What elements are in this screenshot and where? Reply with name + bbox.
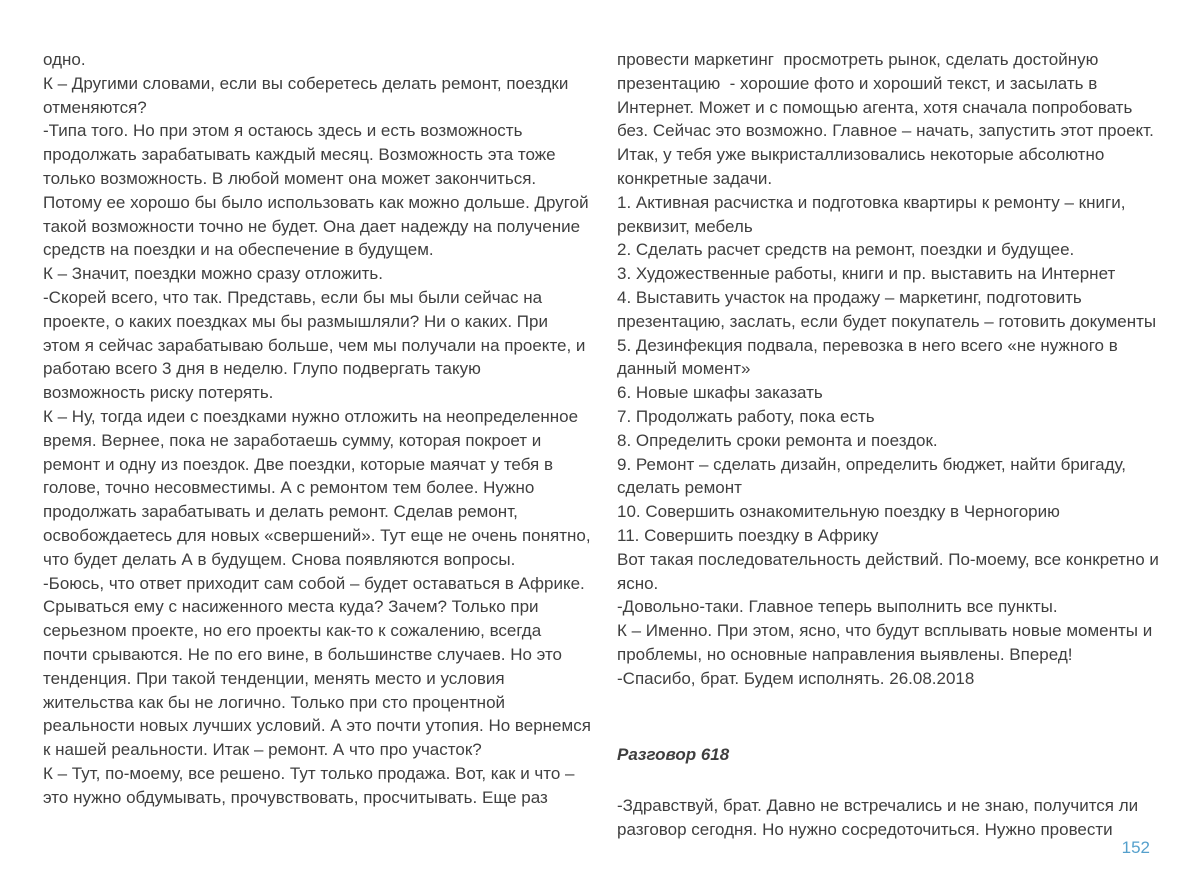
- text-line: Интернет. Может и с помощью агента, хотя сначала попробовать: [617, 97, 1133, 117]
- text-line: -Боюсь, что ответ приходит сам собой – будет оставаться в Африке.: [43, 573, 585, 593]
- text-line: одно.: [43, 50, 86, 69]
- text-line: проблемы, но основные направления выявлены. Вперед!: [617, 644, 1073, 664]
- text-line: 8. Определить сроки ремонта и поездок.: [617, 430, 938, 450]
- page-number: 152: [1121, 838, 1150, 857]
- text-line: 10. Совершить ознакомительную поездку в Черногорию: [617, 502, 1060, 522]
- text-line: 4. Выставить участок на продажу – маркетинг, подготовить: [617, 287, 1082, 307]
- text-line: продолжать зарабатывать и делать ремонт. Сделав ремонт,: [43, 502, 518, 522]
- text-line: К – Ну, тогда идеи с поездками нужно отложить на неопределенное: [43, 406, 579, 426]
- text-line: только возможность. В любой момент она может закончиться.: [43, 168, 537, 188]
- text-line: жительства как бы не логично. Только при сто процентной: [43, 692, 506, 712]
- text-line: средств на поездки и на обеспечение в будущем.: [43, 240, 434, 260]
- text-line: конкретные задачи.: [617, 168, 773, 188]
- text-line: 11. Совершить поездку в Африку: [617, 525, 879, 545]
- right-column-top-block: [617, 48, 1160, 691]
- text-line: 2. Сделать расчет средств на ремонт, поездки и будущее.: [617, 240, 1075, 260]
- text-line: -Спасибо, брат. Будем исполнять. 26.08.2018: [617, 668, 975, 688]
- text-line: реальности новых лучших условий. А это почти утопия. Но вернемся: [43, 716, 591, 736]
- text-line: 1. Активная расчистка и подготовка квартиры к ремонту – книги,: [617, 192, 1126, 212]
- text-line: отменяются?: [43, 97, 147, 117]
- text-line: этом я сейчас зарабатываю больше, чем мы получали на проекте, и: [43, 335, 586, 355]
- text-line: реквизит, мебель: [617, 216, 753, 236]
- text-line: 7. Продолжать работу, пока есть: [617, 406, 875, 426]
- text-line: К – Другими словами, если вы соберетесь делать ремонт, поездки: [43, 73, 569, 93]
- text-line: проекте, о каких поездках мы бы размышляли? Ни о каких. При: [43, 311, 548, 331]
- text-line: провести маркетинг просмотреть рынок, сделать достойную: [617, 50, 1099, 69]
- text-line: 6. Новые шкафы заказать: [617, 383, 823, 403]
- text-line: без. Сейчас это возможно. Главное – начать, запустить этот проект.: [617, 121, 1154, 141]
- section-heading: Разговор 618: [617, 744, 730, 764]
- text-line: Потому ее хорошо бы было использовать как можно дольше. Другой: [43, 192, 589, 212]
- text-line: тенденция. При такой тенденции, менять место и условия: [43, 668, 505, 688]
- text-line: что будет делать А в будущем. Снова появляются вопросы.: [43, 549, 516, 569]
- text-line: 3. Художественные работы, книги и пр. выставить на Интернет: [617, 264, 1116, 284]
- text-line: 9. Ремонт – сделать дизайн, определить бюджет, найти бригаду,: [617, 454, 1127, 474]
- text-line: презентацию, заслать, если будет покупатель – готовить документы: [617, 311, 1157, 331]
- right-column-bottom-block: [617, 794, 1160, 842]
- text-line: к нашей реальности. Итак – ремонт. А что про участок?: [43, 740, 482, 760]
- text-line: сделать ремонт: [617, 478, 742, 498]
- text-line: презентацию - хорошие фото и хороший текст, и засылать в: [617, 73, 1098, 93]
- text-line: Срываться ему с насиженного места куда? Зачем? Только при: [43, 597, 539, 617]
- text-line: серьезном проекте, но его проекты как-то к сожалению, всегда: [43, 621, 542, 641]
- text-line: это нужно обдумывать, прочувствовать, просчитывать. Еще раз: [43, 787, 548, 807]
- text-line: -Типа того. Но при этом я остаюсь здесь и есть возможность: [43, 121, 523, 141]
- text-line: ясно.: [617, 573, 659, 593]
- text-line: голове, точно несовместимы. А с ремонтом тем более. Нужно: [43, 478, 535, 498]
- text-line: разговор сегодня. Но нужно сосредоточиться. Нужно провести: [617, 820, 1113, 840]
- text-line: К – Тут, по-моему, все решено. Тут только продажа. Вот, как и что –: [43, 763, 575, 783]
- text-line: такой возможности точно не будет. Она дает надежду на получение: [43, 216, 581, 236]
- text-line: Итак, у тебя уже выкристаллизовались некоторые абсолютно: [617, 145, 1105, 165]
- text-line: -Здравствуй, брат. Давно не встречались и не знаю, получится ли: [617, 796, 1139, 816]
- text-line: К – Значит, поездки можно сразу отложить.: [43, 264, 384, 284]
- text-line: освобождаетесь для новых «свершений». Тут еще не очень понятно,: [43, 525, 591, 545]
- text-line: ремонт и одну из поездок. Две поездки, которые маячат у тебя в: [43, 454, 554, 474]
- text-line: время. Вернее, пока не заработаешь сумму, которая покроет и: [43, 430, 542, 450]
- text-line: данный момент»: [617, 359, 751, 379]
- text-line: -Довольно-таки. Главное теперь выполнить все пункты.: [617, 597, 1058, 617]
- text-line: почти срываются. Не по его вине, в большинстве случаев. Но это: [43, 644, 562, 664]
- right-text-column: [617, 48, 1160, 842]
- text-line: продолжать зарабатывать каждый месяц. Возможность эта тоже: [43, 145, 556, 165]
- text-line: работаю всего 3 дня в неделю. Глупо подвергать такую: [43, 359, 481, 379]
- left-text-column: [43, 48, 596, 810]
- text-line: К – Именно. При этом, ясно, что будут всплывать новые моменты и: [617, 621, 1153, 641]
- text-line: возможность риску потерять.: [43, 383, 274, 403]
- text-line: 5. Дезинфекция подвала, перевозка в него всего «не нужного в: [617, 335, 1118, 355]
- text-line: Вот такая последовательность действий. По-моему, все конкретно и: [617, 549, 1159, 569]
- text-line: -Скорей всего, что так. Представь, если бы мы были сейчас на: [43, 287, 543, 307]
